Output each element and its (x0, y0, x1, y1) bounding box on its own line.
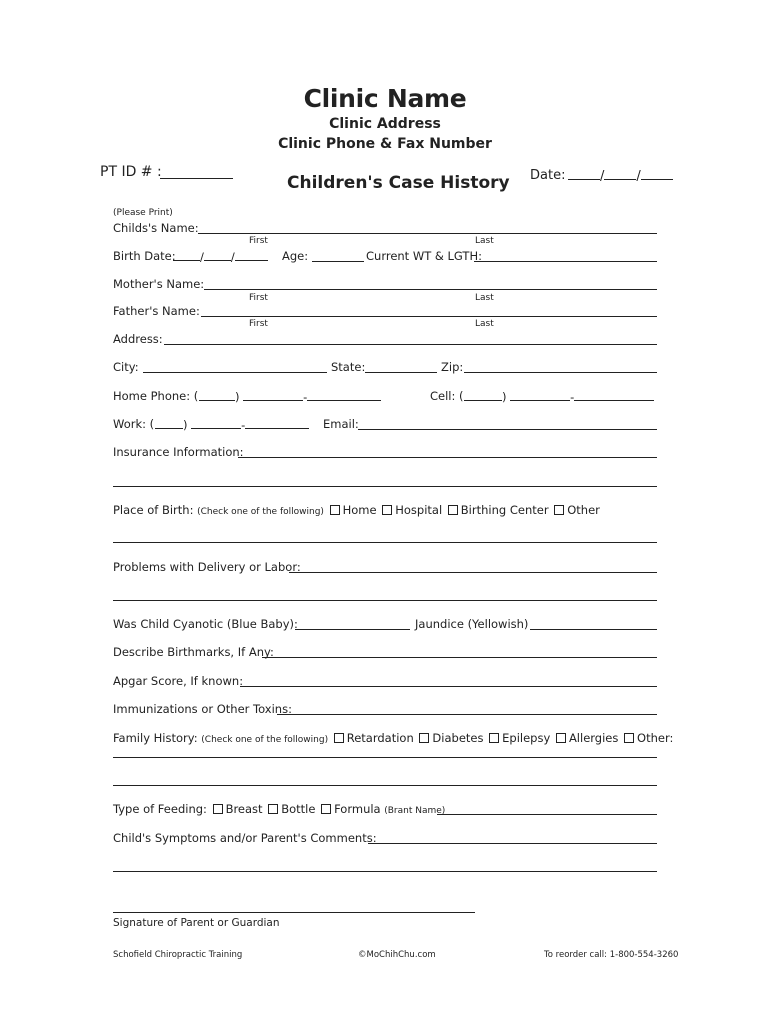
insurance-field[interactable] (238, 457, 657, 458)
address-label: Address: (113, 332, 163, 346)
feeding-row (113, 802, 445, 817)
first-caption: First (249, 319, 268, 329)
birth-date-label: Birth Date: (113, 249, 176, 263)
apgar-field[interactable] (240, 686, 657, 687)
current-wt-label: Current WT & LGTH: (366, 249, 482, 263)
allergies-option-label: Allergies (568, 731, 619, 745)
mothers-name-field[interactable] (204, 289, 657, 290)
check-one-note: (Check one of the following) (197, 507, 324, 517)
signature-field[interactable] (113, 912, 475, 913)
apgar-label: Apgar Score, If known: (113, 674, 244, 688)
birth-date-field[interactable]: / / (173, 249, 268, 264)
clinic-address: Clinic Address (329, 116, 441, 132)
immunizations-field[interactable] (277, 714, 657, 715)
age-label: Age: (282, 249, 309, 263)
mothers-name-label: Mother's Name: (113, 277, 205, 291)
date-field[interactable]: / / (568, 168, 673, 184)
check-one-note: (Check one of the following) (201, 735, 329, 745)
place-of-birth-label: Place of Birth: (113, 503, 194, 517)
cell-label: Cell: ( (430, 389, 464, 403)
home-phone-label: Home Phone: ( (113, 389, 199, 403)
date-label: Date: (530, 168, 566, 183)
first-caption: First (249, 236, 268, 246)
breast-option-label: Breast (225, 802, 263, 816)
hospital-option-label: Hospital (395, 503, 443, 517)
formula-option-label: Formula (334, 802, 381, 816)
city-field[interactable] (143, 372, 327, 373)
jaundice-field[interactable] (530, 629, 657, 630)
childs-name-field[interactable] (198, 233, 657, 234)
zip-field[interactable] (464, 372, 657, 373)
home-phone-field[interactable]: ) - (199, 389, 381, 404)
immunizations-label: Immunizations or Other Toxins: (113, 702, 292, 716)
city-label: City: (113, 360, 139, 374)
family-history-row (113, 731, 673, 746)
epilepsy-checkbox[interactable] (489, 733, 499, 743)
clinic-name: Clinic Name (303, 84, 467, 113)
family-history-label: Family History: (113, 731, 198, 745)
delivery-problems-field[interactable] (289, 572, 657, 573)
family-other-option-label: Other: (637, 731, 674, 745)
footer-right: To reorder call: 1-800-554-3260 (544, 950, 679, 960)
home-checkbox[interactable] (330, 505, 340, 515)
delivery-problems-label: Problems with Delivery or Labor: (113, 560, 301, 574)
place-of-birth-field[interactable] (113, 542, 657, 543)
cyanotic-label: Was Child Cyanotic (Blue Baby): (113, 617, 298, 631)
age-field[interactable] (312, 261, 364, 262)
home-option-label: Home (342, 503, 377, 517)
birthmarks-field[interactable] (262, 657, 657, 658)
hospital-checkbox[interactable] (382, 505, 392, 515)
last-caption: Last (475, 293, 494, 303)
insurance-label: Insurance Information: (113, 445, 244, 459)
brand-name-note: (Brant Name) (384, 806, 446, 816)
breast-checkbox[interactable] (213, 804, 223, 814)
please-print-note: (Please Print) (113, 208, 173, 218)
signature-label: Signature of Parent or Guardian (113, 917, 280, 929)
bottle-option-label: Bottle (281, 802, 316, 816)
fathers-name-label: Father's Name: (113, 304, 200, 318)
address-field[interactable] (164, 344, 657, 345)
email-label: Email: (323, 417, 359, 431)
diabetes-checkbox[interactable] (419, 733, 429, 743)
place-of-birth-row (113, 503, 600, 518)
pt-id-field[interactable] (160, 178, 233, 179)
work-label: Work: ( (113, 417, 155, 431)
work-field[interactable]: ) - (155, 417, 309, 432)
current-wt-field[interactable] (474, 261, 657, 262)
pt-id-label: PT ID # : (100, 164, 162, 180)
allergies-checkbox[interactable] (556, 733, 566, 743)
childs-name-label: Childs's Name: (113, 221, 199, 235)
fathers-name-field[interactable] (201, 316, 657, 317)
cell-field[interactable]: ) - (464, 389, 654, 404)
family-history-field-line2[interactable] (113, 785, 657, 786)
clinic-phone-fax: Clinic Phone & Fax Number (278, 136, 492, 152)
footer-center: ©MoChihChu.com (358, 950, 436, 960)
birthing-center-checkbox[interactable] (448, 505, 458, 515)
other-option-label: Other (567, 503, 600, 517)
form-title: Children's Case History (287, 173, 510, 193)
email-field[interactable] (358, 429, 657, 430)
zip-label: Zip: (441, 360, 464, 374)
bottle-checkbox[interactable] (268, 804, 278, 814)
symptoms-label: Child's Symptoms and/or Parent's Comments: (113, 831, 377, 845)
state-label: State: (331, 360, 366, 374)
footer-left: Schofield Chiropractic Training (113, 950, 243, 960)
formula-brand-field[interactable] (437, 814, 657, 815)
retardation-option-label: Retardation (346, 731, 414, 745)
state-field[interactable] (365, 372, 437, 373)
symptoms-field[interactable] (368, 843, 657, 844)
family-history-field[interactable] (113, 757, 657, 758)
retardation-checkbox[interactable] (334, 733, 344, 743)
last-caption: Last (475, 236, 494, 246)
last-caption: Last (475, 319, 494, 329)
first-caption: First (249, 293, 268, 303)
insurance-field-line2[interactable] (113, 486, 657, 487)
jaundice-label: Jaundice (Yellowish) (415, 617, 529, 631)
birthing-center-option-label: Birthing Center (460, 503, 549, 517)
other-checkbox[interactable] (554, 505, 564, 515)
cyanotic-field[interactable] (295, 629, 410, 630)
delivery-problems-field-line2[interactable] (113, 600, 657, 601)
diabetes-option-label: Diabetes (432, 731, 484, 745)
birthmarks-label: Describe Birthmarks, If Any: (113, 645, 274, 659)
family-other-checkbox[interactable] (624, 733, 634, 743)
epilepsy-option-label: Epilepsy (502, 731, 551, 745)
formula-checkbox[interactable] (321, 804, 331, 814)
feeding-label: Type of Feeding: (113, 802, 207, 816)
symptoms-field-line2[interactable] (113, 871, 657, 872)
